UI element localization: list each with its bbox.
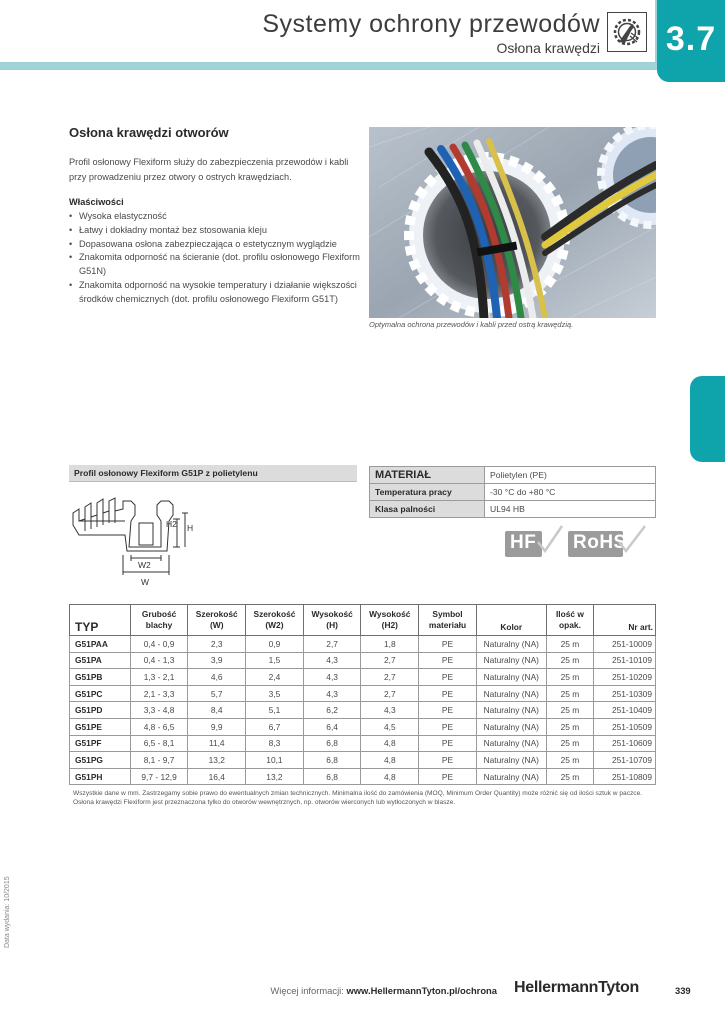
table-cell: 251-10309	[594, 685, 656, 702]
col-header: Wysokość (H2)	[361, 605, 419, 636]
table-cell: 8,4	[188, 702, 246, 719]
table-cell: 251-10009	[594, 636, 656, 653]
table-row	[370, 501, 656, 518]
table-cell: 4,5	[361, 718, 419, 735]
section-title: Osłona krawędzi otworów	[69, 125, 229, 140]
table-cell: 25 m	[546, 636, 594, 653]
table-cell: 25 m	[546, 702, 594, 719]
table-cell: G51PD	[70, 702, 131, 719]
table-cell: 13,2	[246, 768, 304, 785]
table-cell: G51PA	[70, 652, 131, 669]
table-cell: 251-10809	[594, 768, 656, 785]
table-row	[70, 702, 656, 719]
table-row	[70, 735, 656, 752]
table-cell: Naturalny (NA)	[476, 652, 546, 669]
table-cell: 6,2	[303, 702, 361, 719]
table-cell: 0,9	[246, 636, 304, 653]
dim-label-h: H	[187, 523, 194, 533]
table-cell: 4,3	[303, 685, 361, 702]
table-cell: PE	[419, 652, 477, 669]
product-photo	[369, 127, 656, 318]
table-row	[70, 718, 656, 735]
table-cell: Naturalny (NA)	[476, 636, 546, 653]
table-cell: 2,3	[188, 636, 246, 653]
list-item: • Znakomita odporność na wysokie temperatury i działanie większości środków chemicznych (dot. profilu osłonowego Flexiform G51T)	[69, 279, 364, 307]
table-cell: 1,5	[246, 652, 304, 669]
dim-label-w2: W2	[138, 560, 151, 570]
dim-label-w: W	[141, 577, 150, 587]
material-table	[369, 466, 656, 518]
material-key: MATERIAŁ	[370, 467, 485, 484]
table-cell: G51PAA	[70, 636, 131, 653]
col-header: TYP	[70, 605, 131, 636]
table-cell: 4,3	[361, 702, 419, 719]
table-cell: 9,9	[188, 718, 246, 735]
table-cell: 4,8	[361, 735, 419, 752]
col-header: Szerokość (W)	[188, 605, 246, 636]
table-cell: Naturalny (NA)	[476, 752, 546, 769]
table-cell: 4,8 - 6,5	[130, 718, 188, 735]
table-cell: G51PC	[70, 685, 131, 702]
table-cell: PE	[419, 685, 477, 702]
table-cell: G51PE	[70, 718, 131, 735]
table-cell: 251-10409	[594, 702, 656, 719]
spec-table	[69, 604, 656, 785]
col-header: Szerokość (W2)	[246, 605, 304, 636]
table-cell: 8,3	[246, 735, 304, 752]
table-cell: 9,7 - 12,9	[130, 768, 188, 785]
table-cell: 6,8	[303, 735, 361, 752]
list-item: • Łatwy i dokładny montaż bez stosowania kleju	[69, 224, 364, 238]
table-row	[70, 752, 656, 769]
col-header: Grubość blachy	[130, 605, 188, 636]
table-cell: 6,5 - 8,1	[130, 735, 188, 752]
table-row	[370, 467, 656, 484]
table-cell: 5,7	[188, 685, 246, 702]
check-icon	[536, 524, 564, 554]
table-cell: PE	[419, 768, 477, 785]
table-cell: PE	[419, 752, 477, 769]
table-cell: 25 m	[546, 685, 594, 702]
dim-label-h2: H2	[166, 519, 177, 529]
table-cell: 4,6	[188, 669, 246, 686]
hf-badge: HF	[510, 532, 537, 553]
table-cell: Naturalny (NA)	[476, 702, 546, 719]
table-cell: 1,8	[361, 636, 419, 653]
profile-title: Profil osłonowy Flexiform G51P z polietylenu	[69, 465, 357, 481]
properties-list	[69, 210, 364, 307]
divider	[69, 481, 357, 482]
more-info	[270, 985, 497, 996]
col-header: Nr art.	[594, 605, 656, 636]
col-header: Kolor	[476, 605, 546, 636]
list-item: • Wysoka elastyczność	[69, 210, 364, 224]
page-number: 339	[675, 985, 691, 996]
table-cell: 13,2	[188, 752, 246, 769]
chapter-number: 3.7	[665, 20, 717, 58]
material-value: UL94 HB	[485, 501, 656, 518]
table-cell: 6,8	[303, 752, 361, 769]
table-cell: G51PH	[70, 768, 131, 785]
list-item: • Dopasowana osłona zabezpieczająca o estetycznym wyglądzie	[69, 238, 364, 252]
table-cell: 11,4	[188, 735, 246, 752]
table-cell: 2,7	[303, 636, 361, 653]
note-line: Osłona krawędzi Flexiform jest przeznaczona tylko do otworów wewnętrznych, np. otworów wierconych lub wytłoczonych w blasze.	[73, 799, 456, 806]
more-info-label: Więcej informacji:	[270, 985, 344, 996]
publication-date: Data wydania: 10/2015	[4, 876, 11, 948]
table-cell: 25 m	[546, 752, 594, 769]
table-cell: G51PB	[70, 669, 131, 686]
profile-drawing	[65, 495, 205, 590]
table-cell: 25 m	[546, 768, 594, 785]
table-cell: 25 m	[546, 735, 594, 752]
table-cell: 2,7	[361, 652, 419, 669]
table-cell: 4,8	[361, 752, 419, 769]
side-tab	[690, 376, 725, 462]
table-cell: Naturalny (NA)	[476, 768, 546, 785]
note-line: Wszystkie dane w mm. Zastrzegamy sobie prawo do ewentualnych zmian technicznych. Minimalna ilość do zamówienia (MOQ, Minimum Order Quantity) może różnić się od ilości sztuk w paczce.	[73, 790, 643, 797]
table-cell: 0,4 - 0,9	[130, 636, 188, 653]
photo-caption: Optymalna ochrona przewodów i kabli przed ostrą krawędzią.	[369, 320, 574, 329]
table-cell: 4,3	[303, 669, 361, 686]
col-header: Ilość w opak.	[546, 605, 594, 636]
table-cell: 251-10609	[594, 735, 656, 752]
table-row	[70, 685, 656, 702]
table-cell: 251-10209	[594, 669, 656, 686]
table-cell: 4,8	[361, 768, 419, 785]
spec-table-body	[70, 636, 656, 785]
table-row	[70, 636, 656, 653]
table-cell: 25 m	[546, 652, 594, 669]
properties-title: Właściwości	[69, 197, 124, 207]
table-cell: 25 m	[546, 669, 594, 686]
table-cell: Naturalny (NA)	[476, 735, 546, 752]
table-cell: PE	[419, 636, 477, 653]
table-cell: 16,4	[188, 768, 246, 785]
material-key: Klasa palności	[370, 501, 485, 518]
table-cell: 25 m	[546, 718, 594, 735]
table-cell: 6,4	[303, 718, 361, 735]
page-title: Systemy ochrony przewodów	[262, 10, 600, 38]
list-item: • Znakomita odporność na ścieranie (dot. profilu osłonowego Flexiform G51N)	[69, 251, 364, 279]
more-info-link[interactable]: www.HellermannTyton.pl/ochrona	[346, 985, 497, 996]
table-row	[370, 484, 656, 501]
table-cell: 2,7	[361, 669, 419, 686]
table-row	[70, 652, 656, 669]
table-header-row	[70, 605, 656, 636]
table-cell: 4,3	[303, 652, 361, 669]
rohs-badge: RoHS	[573, 532, 627, 553]
table-cell: 3,9	[188, 652, 246, 669]
table-cell: 3,5	[246, 685, 304, 702]
table-cell: 2,1 - 3,3	[130, 685, 188, 702]
table-cell: 10,1	[246, 752, 304, 769]
col-header: Wysokość (H)	[303, 605, 361, 636]
table-cell: PE	[419, 735, 477, 752]
table-cell: PE	[419, 702, 477, 719]
table-cell: 251-10109	[594, 652, 656, 669]
page-subtitle: Osłona krawędzi	[496, 40, 600, 56]
table-cell: Naturalny (NA)	[476, 718, 546, 735]
check-icon	[617, 524, 647, 554]
table-row	[70, 768, 656, 785]
brand-logo: HellermannTyton	[514, 979, 640, 996]
table-cell: 1,3 - 2,1	[130, 669, 188, 686]
table-cell: G51PG	[70, 752, 131, 769]
table-cell: 251-10509	[594, 718, 656, 735]
table-row	[70, 669, 656, 686]
table-cell: PE	[419, 718, 477, 735]
table-cell: G51PF	[70, 735, 131, 752]
table-cell: PE	[419, 669, 477, 686]
table-cell: Naturalny (NA)	[476, 669, 546, 686]
table-cell: 2,7	[361, 685, 419, 702]
material-value: Polietylen (PE)	[485, 467, 656, 484]
table-cell: 6,8	[303, 768, 361, 785]
table-cell: Naturalny (NA)	[476, 685, 546, 702]
material-value: -30 °C do +80 °C	[485, 484, 656, 501]
table-cell: 8,1 - 9,7	[130, 752, 188, 769]
col-header: Symbol materiału	[419, 605, 477, 636]
table-cell: 3,3 - 4,8	[130, 702, 188, 719]
section-intro: Profil osłonowy Flexiform służy do zabezpieczenia przewodów i kabli przy prowadzeniu przez otwory o ostrych krawędziach.	[69, 157, 349, 182]
gear-hand-icon	[607, 12, 647, 52]
table-cell: 251-10709	[594, 752, 656, 769]
table-cell: 6,7	[246, 718, 304, 735]
table-cell: 2,4	[246, 669, 304, 686]
material-key: Temperatura pracy	[370, 484, 485, 501]
table-notes	[73, 789, 642, 807]
table-cell: 5,1	[246, 702, 304, 719]
table-cell: 0,4 - 1,3	[130, 652, 188, 669]
